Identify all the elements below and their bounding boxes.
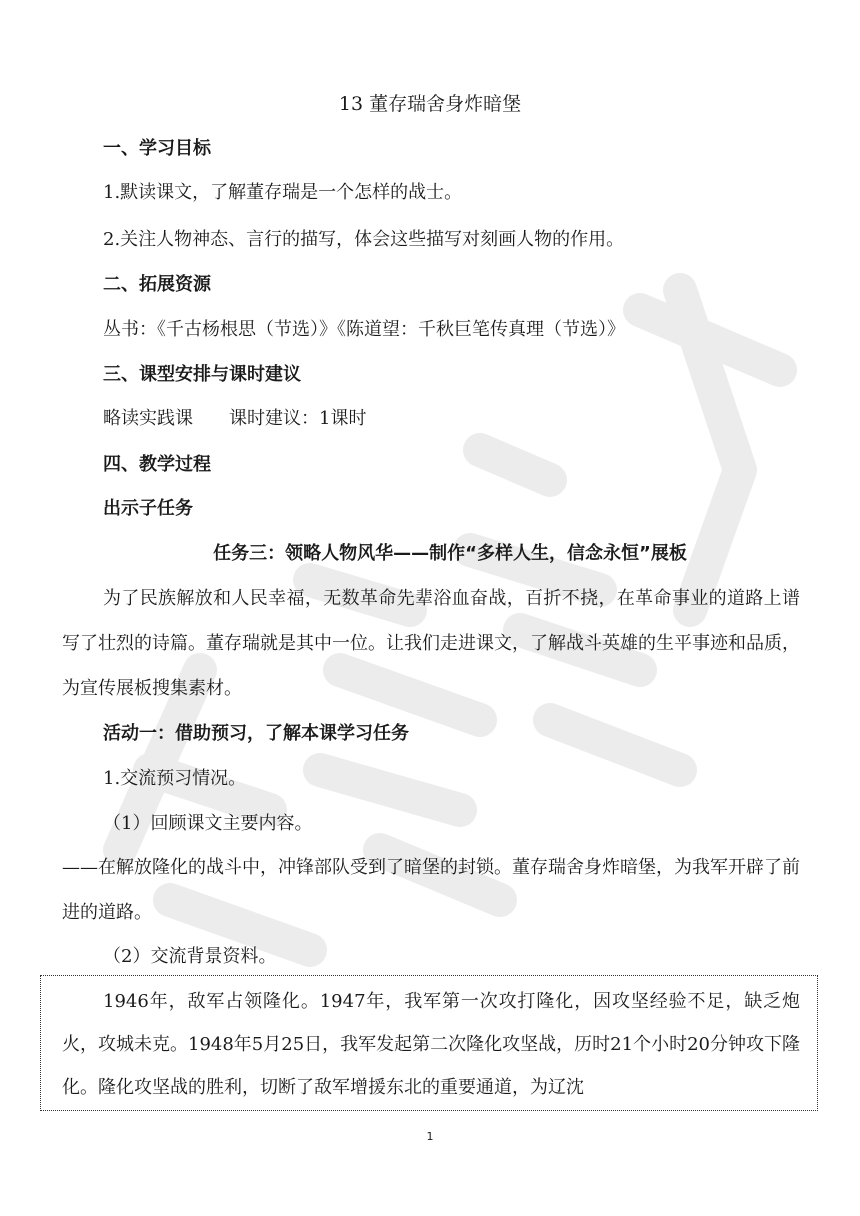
- task-title: 任务三：领略人物风华——制作“多样人生，信念永恒”展板: [213, 543, 687, 564]
- goal-item-1: 1.默读课文，了解董存瑞是一个怎样的战士。: [103, 182, 463, 203]
- subtask-heading: 出示子任务: [103, 498, 193, 519]
- section-heading-goals: 一、学习目标: [103, 138, 211, 159]
- summary-paragraph: ——在解放隆化的战斗中，冲锋部队受到了暗堡的封锁。董存瑞舍身炸暗堡，为我军开辟了前进的道路。: [62, 857, 800, 923]
- step-1-1: （1）回顾课文主要内容。: [103, 813, 313, 834]
- activity-heading: 活动一：借助预习，了解本课学习任务: [103, 723, 409, 744]
- document-title: 13 董存瑞舍身炸暗堡: [338, 93, 522, 115]
- section-heading-process: 四、教学过程: [103, 454, 211, 475]
- step-1: 1.交流预习情况。: [103, 768, 247, 789]
- intro-paragraph: 为了民族解放和人民幸福，无数革命先辈浴血奋战，百折不挠，在革命事业的道路上谱写了壮烈的诗篇。董存瑞就是其中一位。让我们走进课文，了解战斗英雄的生平事迹和品质，为宣传展板搜集素材。: [62, 588, 800, 699]
- resources-text: 丛书：《千古杨根思（节选）》《陈道望：千秋巨笔传真理（节选）》: [103, 319, 625, 340]
- lesson-type-text: 略读实践课 课时建议：1课时: [103, 408, 367, 429]
- section-heading-resources: 二、拓展资源: [103, 274, 211, 295]
- section-heading-lesson-type: 三、课型安排与课时建议: [103, 364, 301, 385]
- background-text: 1946年，敌军占领隆化。1947年，我军第一次攻打隆化，因攻坚经验不足，缺乏炮火，攻城未克。1948年5月25日，我军发起第二次隆化攻坚战，历时21个小时20分钟攻下隆化。隆化攻坚战的胜利，切断了敌军增援东北的重要通道，为辽沈: [62, 991, 800, 1098]
- page-number: 1: [426, 1130, 434, 1143]
- goal-item-2: 2.关注人物神态、言行的描写，体会这些描写对刻画人物的作用。: [103, 229, 625, 250]
- step-1-2: （2）交流背景资料。: [103, 946, 277, 967]
